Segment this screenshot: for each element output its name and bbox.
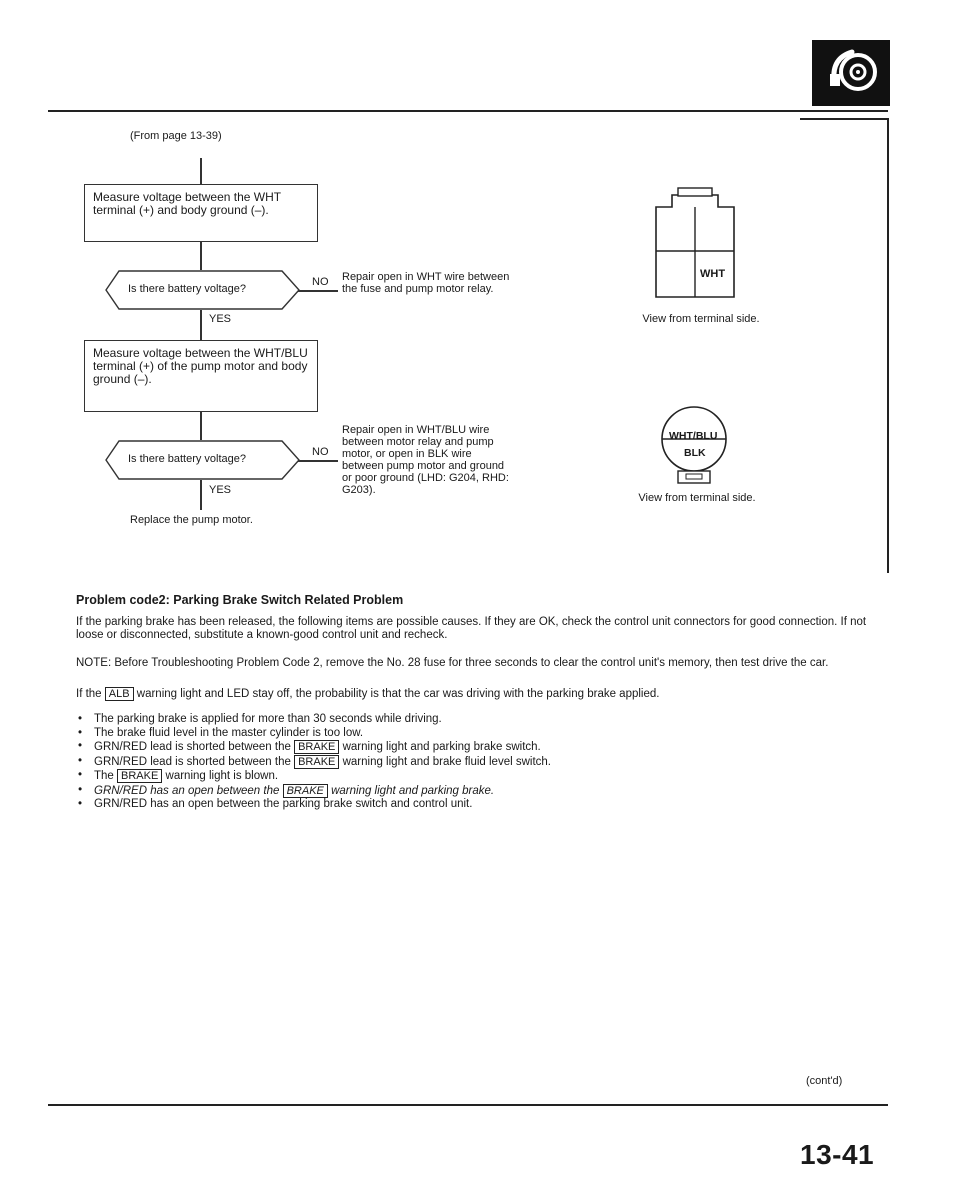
problem-note: NOTE: Before Troubleshooting Problem Code 2, remove the No. 28 fuse for three seconds to clear the control unit's memory, then test drive the car. bbox=[76, 657, 829, 669]
brake-tag: BRAKE bbox=[283, 784, 328, 798]
brake-tag: BRAKE bbox=[294, 740, 339, 754]
connector-diagram-2 bbox=[640, 405, 750, 485]
yes-label-2: YES bbox=[209, 484, 232, 496]
no-branch-line bbox=[298, 290, 338, 292]
list-item: • GRN/RED has an open between the BRAKE warning light and parking brake. bbox=[76, 784, 876, 799]
cause-list bbox=[76, 713, 876, 812]
connector-diagram-1 bbox=[640, 185, 750, 305]
no-action-2: Repair open in WHT/BLU wire between motor relay and pump motor, or open in BLK wire between pump motor and ground or poor ground (LHD: G204, RHD: G203). bbox=[342, 424, 509, 496]
connector1-terminal-label: WHT bbox=[700, 268, 726, 280]
flow-connector bbox=[200, 158, 202, 184]
right-border-tick bbox=[800, 118, 888, 120]
flow-connector bbox=[200, 242, 202, 270]
alb-tag: ALB bbox=[105, 687, 134, 701]
connector2-bottom-label: BLK bbox=[684, 447, 706, 459]
no-label-1: NO bbox=[312, 276, 329, 288]
list-item: • GRN/RED lead is shorted between the BRAKE warning light and parking brake switch. bbox=[76, 740, 876, 755]
list-item: • The BRAKE warning light is blown. bbox=[76, 769, 876, 784]
brake-disc-icon bbox=[812, 40, 890, 106]
alb-pre: If the bbox=[76, 688, 102, 700]
list-item: • GRN/RED has an open between the parking brake switch and control unit. bbox=[76, 798, 876, 812]
connector2-top-label: WHT/BLU bbox=[669, 430, 718, 442]
list-item: • The brake fluid level in the master cylinder is too low. bbox=[76, 727, 876, 741]
problem-intro: If the parking brake has been released, the following items are possible causes. If they are OK, check the control unit connectors for good connection. If not loose or disconnected, substitute a known-good control unit and recheck. bbox=[76, 616, 867, 641]
connector2-caption: View from terminal side. bbox=[638, 492, 756, 504]
continued-label: (cont'd) bbox=[806, 1075, 843, 1087]
yes-label-1: YES bbox=[209, 313, 232, 325]
flow-connector bbox=[200, 480, 202, 510]
no-action-1: Repair open in WHT wire between the fuse and pump motor relay. bbox=[342, 271, 510, 295]
alb-statement bbox=[76, 687, 876, 701]
header-rule bbox=[48, 110, 888, 112]
brake-tag: BRAKE bbox=[294, 755, 339, 769]
from-page-label: (From page 13-39) bbox=[130, 130, 222, 142]
flow-connector bbox=[200, 310, 202, 340]
no-label-2: NO bbox=[312, 446, 329, 458]
measure-step-1: Measure voltage between the WHT terminal (+) and body ground (–). bbox=[84, 184, 318, 242]
right-border bbox=[887, 118, 889, 573]
list-item: • The parking brake is applied for more than 30 seconds while driving. bbox=[76, 713, 876, 727]
flow-connector bbox=[200, 412, 202, 440]
brake-tag: BRAKE bbox=[117, 769, 162, 783]
measure-step-2: Measure voltage between the WHT/BLU terminal (+) of the pump motor and body ground (–). bbox=[84, 340, 318, 412]
no-branch-line bbox=[298, 460, 338, 462]
connector1-caption: View from terminal side. bbox=[642, 313, 760, 325]
list-item: • GRN/RED lead is shorted between the BRAKE warning light and brake fluid level switch. bbox=[76, 755, 876, 770]
problem-title: Problem code2: Parking Brake Switch Related Problem bbox=[76, 593, 404, 607]
footer-rule bbox=[48, 1104, 888, 1106]
end-action: Replace the pump motor. bbox=[130, 514, 253, 526]
decision-question-1: Is there battery voltage? bbox=[128, 283, 247, 295]
page-number: 13-41 bbox=[800, 1139, 875, 1170]
alb-post: warning light and LED stay off, the probability is that the car was driving with the parking brake applied. bbox=[136, 688, 660, 700]
decision-question-2: Is there battery voltage? bbox=[128, 453, 247, 465]
